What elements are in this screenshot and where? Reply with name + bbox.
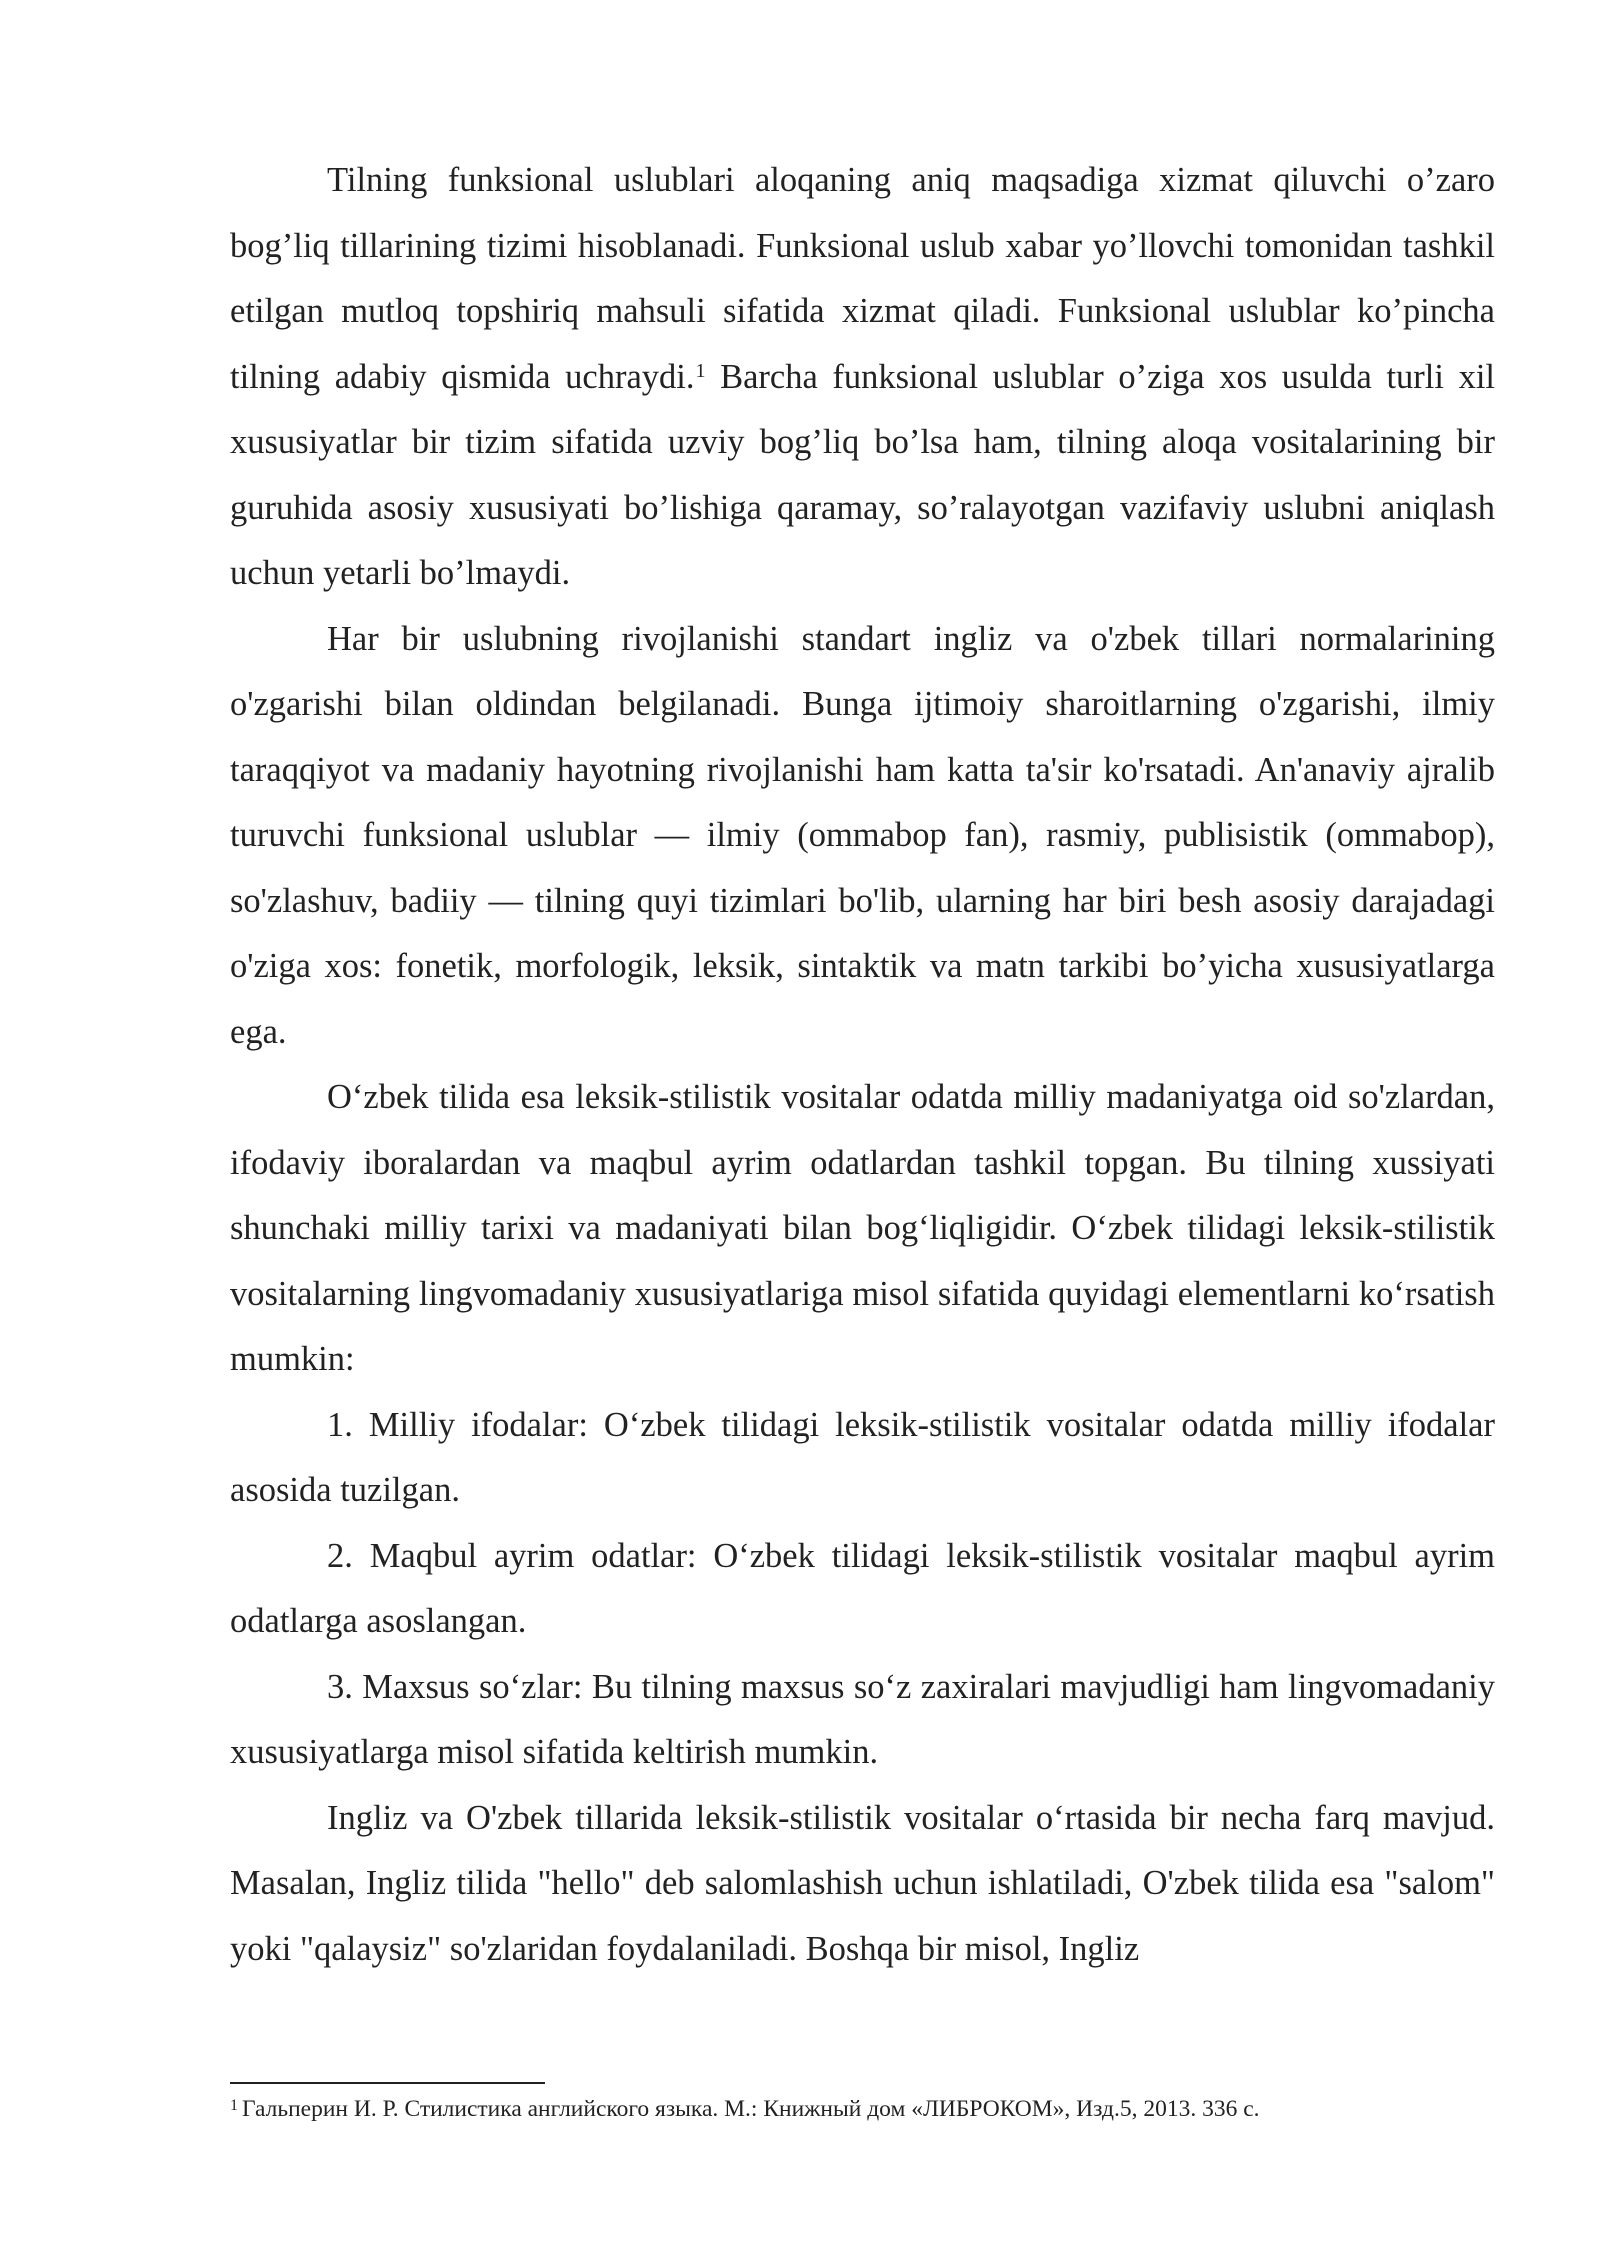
paragraph-style-development: Har bir uslubning rivojlanishi standart ingliz va o'zbek tillari normalarining o'zgarishi bilan oldindan belgilanadi. Bunga ijtimoiy sharoitlarning o'zgarishi, ilmiy taraqqiyot va madaniy hayotning rivojlanishi ham katta ta'sir ko'rsatadi. An'anaviy ajralib turuvchi funksional uslublar — ilmiy (ommabop fan), rasmiy, publisistik (ommabop), so'zlashuv, badiiy — tilning quyi tizimlari bo'lib, ularning har biri besh asosiy darajadagi o'ziga xos: fonetik, morfologik, leksik, sintaktik va matn tarkibi bo’yicha xususiyatlarga ega. [230,619,1495,1051]
list-item-customs: 2. Maqbul ayrim odatlar: O‘zbek tilidagi leksik-stilistik vositalar maqbul ayrim odatlarga asoslangan. [230,1536,1495,1640]
list-item-national-expressions: 1. Milliy ifodalar: O‘zbek tilidagi leksik-stilistik vositalar odatda milliy ifodalar asosida tuzilgan. [230,1405,1495,1509]
footnote-divider [230,2082,545,2084]
footnote-text: Гальперин И. Р. Стилистика английского языка. М.: Книжный дом «ЛИБРОКОМ», Изд.5, 2013. 336 с. [242,2096,1260,2122]
paragraph-english-uzbek-differences: Ingliz va O'zbek tillarida leksik-stilistik vositalar o‘rtasida bir necha farq mavjud. Masalan, Ingliz tilida "hello" deb salomlashish uchun ishlatiladi, O'zbek tilida esa "salom" yoki "qalaysiz" so'zlaridan foydalaniladi. Boshqa bir misol, Ingliz [230,1798,1495,1968]
paragraph-text: Tilning funksional uslublari aloqaning aniq maqsadiga xizmat qiluvchi o’zaro bog’liq tillarining tizimi hisoblanadi. Funksional uslub xabar yo’llovchi tomonidan tashkil etilgan mutloq topshiriq mahsuli sifatida xizmat qiladi. Funksional uslublar ko’pincha tilning adabiy qismida uchraydi. [230,161,1495,396]
footnote-marker: 1 [230,2097,238,2114]
footnote [230,2092,1530,2126]
paragraph-uzbek-stylistic-means: O‘zbek tilida esa leksik-stilistik vositalar odatda milliy madaniyatga oid so'zlardan, ifodaviy iboralardan va maqbul ayrim odatlardan tashkil topgan. Bu tilning xussiyati shunchaki milliy tarixi va madaniyati bilan bog‘liqligidir. O‘zbek tilidagi leksik-stilistik vositalarning lingvomadaniy xususiyatlariga misol sifatida quyidagi elementlarni ko‘rsatish mumkin: [230,1078,1495,1378]
paragraph-functional-styles [230,148,1495,607]
body-text [230,148,1495,1982]
paragraph-text: Barcha funksional uslublar o’ziga xos usulda turli xil xususiyatlar bir tizim sifatida uzviy bog’liq bo’lsa ham, tilning aloqa vositalarining bir guruhida asosiy xususiyati bo’lishiga qaramay, so’ralayotgan vazifaviy uslubni aniqlash uchun yetarli bo’lmaydi. [230,357,1495,592]
footnote-reference[interactable]: 1 [695,359,706,382]
list-item-special-words: 3. Maxsus so‘zlar: Bu tilning maxsus so‘z zaxiralari mavjudligi ham lingvomadaniy xususiyatlarga misol sifatida keltirish mumkin. [230,1667,1495,1771]
